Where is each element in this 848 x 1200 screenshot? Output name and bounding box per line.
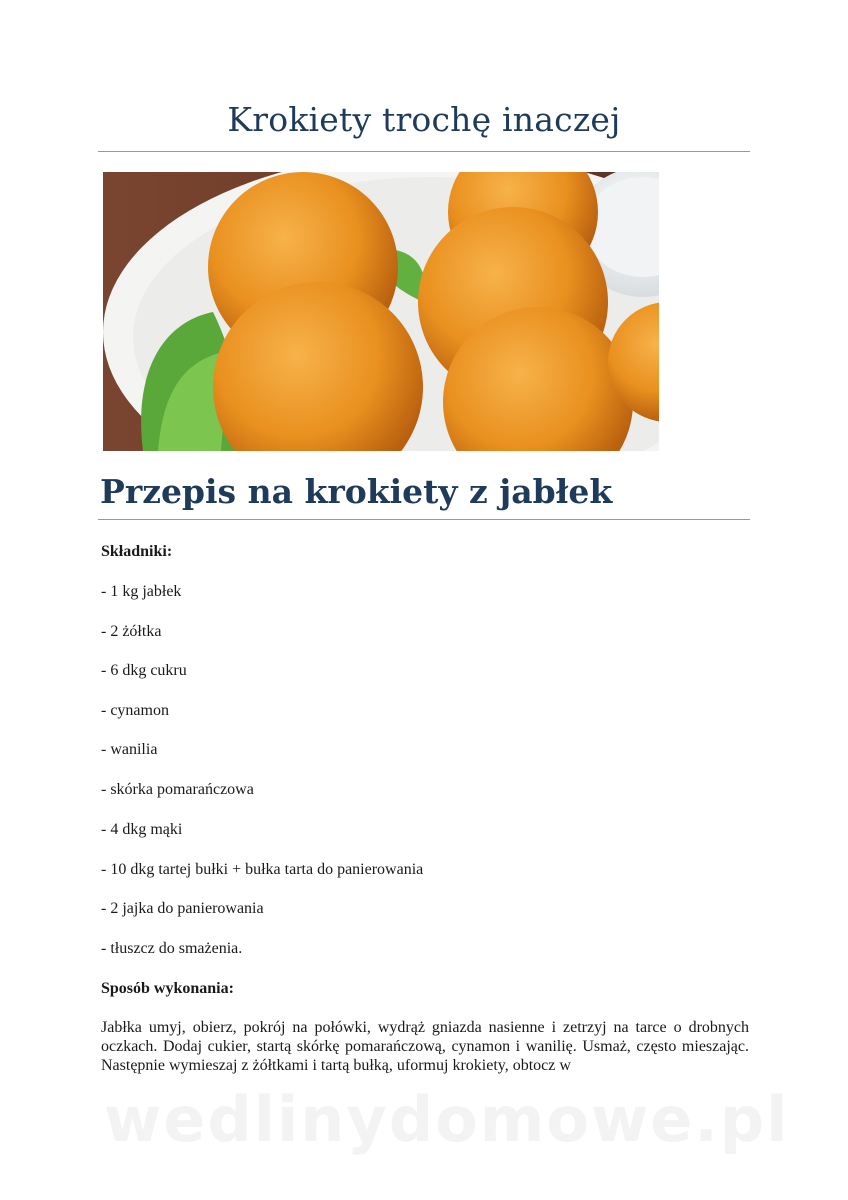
ingredient-item: - 6 dkg cukru <box>101 662 187 679</box>
ingredient-item: - wanilia <box>101 741 158 758</box>
ingredient-item: - 2 jajka do panierowania <box>101 900 264 917</box>
method-text: Jabłka umyj, obierz, pokrój na połówki, wydrąż gniazda nasienne i zetrzyj na tarce o drobnych oczkach. Dodaj cukier, startą skórkę pomarańczową, cynamon i wanilię. Usmaż, często mieszając. Następnie wymieszaj z żółtkami i tartą bułką, uformuj krokiety, obtocz w <box>101 1019 749 1074</box>
recipe-heading: Przepis na krokiety z jabłek <box>100 472 613 511</box>
section-divider <box>98 519 750 520</box>
croquettes-illustration <box>103 172 659 451</box>
ingredient-item: - 2 żółtka <box>101 623 162 640</box>
method-label: Sposób wykonania: <box>101 980 234 997</box>
watermark: wedlinydomowe.pl <box>104 1083 790 1156</box>
ingredient-item: - cynamon <box>101 702 169 719</box>
title-divider <box>98 151 750 152</box>
ingredients-label: Składniki: <box>101 543 173 560</box>
ingredient-item: - 1 kg jabłek <box>101 583 182 600</box>
croquettes-photo <box>103 172 659 451</box>
ingredient-item: - tłuszcz do smażenia. <box>101 940 243 957</box>
ingredient-item: - 10 dkg tartej bułki + bułka tarta do panierowania <box>101 861 424 878</box>
ingredient-item: - 4 dkg mąki <box>101 821 183 838</box>
page-title: Krokiety trochę inaczej <box>227 100 621 139</box>
ingredient-item: - skórka pomarańczowa <box>101 781 254 798</box>
